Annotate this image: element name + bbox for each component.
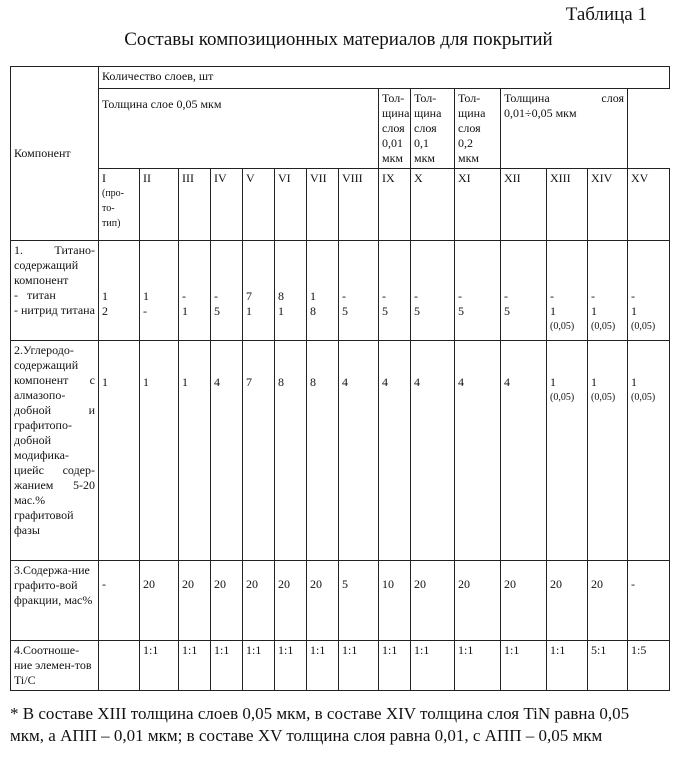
table-cell	[588, 341, 628, 561]
table-cell	[588, 241, 628, 341]
table-cell	[547, 341, 588, 561]
table-cell: 20	[307, 561, 339, 641]
titan-value: 7	[246, 289, 271, 304]
table-cell: 20	[588, 561, 628, 641]
table-cell	[379, 341, 411, 561]
column-header	[455, 169, 501, 241]
titan-value: -	[504, 289, 543, 304]
titan-value: 8	[278, 289, 303, 304]
table-cell	[211, 241, 243, 341]
table-cell	[339, 341, 379, 561]
table-cell: 1:1	[211, 641, 243, 691]
table-cell	[411, 341, 455, 561]
table-cell: 1:1	[379, 641, 411, 691]
table-cell	[140, 241, 179, 341]
carbon-note: (0,05)	[550, 390, 584, 405]
nitride-value: 5	[458, 304, 497, 319]
table-cell: 20	[211, 561, 243, 641]
carbon-value: 8	[310, 375, 335, 390]
table-cell	[547, 241, 588, 341]
table-cell	[307, 241, 339, 341]
carbon-value: 4	[382, 375, 407, 390]
carbon-value: 8	[278, 375, 303, 390]
column-number: X	[414, 171, 451, 186]
row-label-carbon: 2.Углеродо-содержащий компонент с алмазопо-добной и графитопо-добной модифика-циейс содер-жанием 5-20 мас.% графитовой фазы	[11, 341, 99, 561]
column-number: I	[102, 171, 136, 186]
table-cell	[339, 241, 379, 341]
titan-value: -	[182, 289, 207, 304]
column-header	[99, 169, 140, 241]
titan-value: -	[458, 289, 497, 304]
nitride-value: 5	[414, 304, 451, 319]
carbon-value: 1	[591, 375, 624, 390]
table-cell	[140, 341, 179, 561]
table-cell: 1:1	[140, 641, 179, 691]
table-cell: 1:5	[628, 641, 670, 691]
table-cell: 20	[243, 561, 275, 641]
table-cell: 20	[275, 561, 307, 641]
column-number: XIV	[591, 171, 624, 186]
table-cell	[501, 341, 547, 561]
composition-table	[10, 66, 670, 691]
titan-value: 1	[310, 289, 335, 304]
table-cell: 1:1	[243, 641, 275, 691]
table-cell	[99, 241, 140, 341]
column-header	[243, 169, 275, 241]
table-cell	[99, 341, 140, 561]
table-cell	[243, 341, 275, 561]
layers-count-header: Количество слоев, шт	[99, 67, 670, 89]
group-header-01: Тол-щина слоя 0,1 мкм	[411, 89, 455, 169]
table-cell	[179, 241, 211, 341]
nitride-value: 5	[382, 304, 407, 319]
column-number: IX	[382, 171, 407, 186]
table-cell: 10	[379, 561, 411, 641]
nitride-value: 5	[342, 304, 375, 319]
column-number: VII	[310, 171, 335, 186]
nitride-value: 1	[631, 304, 666, 319]
table-cell: 1:1	[547, 641, 588, 691]
row-label-graphite: 3.Содержа-ние графито-вой фракции, мас%	[11, 561, 99, 641]
table-title: Составы композиционных материалов для покрытий	[0, 29, 677, 51]
titan-value: -	[214, 289, 239, 304]
carbon-value: 7	[246, 375, 271, 390]
nitride-note: (0,05)	[550, 319, 584, 334]
column-number: VI	[278, 171, 303, 186]
table-cell	[379, 241, 411, 341]
nitride-value: 1	[246, 304, 271, 319]
row-label-titanium	[11, 241, 99, 341]
carbon-value: 1	[182, 375, 207, 390]
table-cell	[211, 341, 243, 561]
sub-label-nitride: - нитрид титана	[14, 303, 95, 318]
column-number: III	[182, 171, 207, 186]
column-header	[379, 169, 411, 241]
carbon-value: 1	[550, 375, 584, 390]
column-header	[307, 169, 339, 241]
titan-value: -	[591, 289, 624, 304]
column-header	[339, 169, 379, 241]
carbon-value: 1	[143, 375, 175, 390]
nitride-value: 1	[278, 304, 303, 319]
table-cell	[275, 241, 307, 341]
titan-value: 1	[143, 289, 175, 304]
table-cell	[243, 241, 275, 341]
carbon-value: 4	[504, 375, 543, 390]
titan-value: -	[382, 289, 407, 304]
sub-label-titan: - титан	[14, 288, 95, 303]
column-header	[501, 169, 547, 241]
column-number: VIII	[342, 171, 375, 186]
nitride-note: (0,05)	[591, 319, 624, 334]
table-cell	[455, 341, 501, 561]
component-header: Компонент	[11, 67, 99, 241]
nitride-value: -	[143, 304, 175, 319]
column-header	[588, 169, 628, 241]
prototype-note: (про-то-тип)	[102, 186, 130, 231]
nitride-value: 1	[550, 304, 584, 319]
group-header-001: Тол-щина слоя 0,01 мкм	[379, 89, 411, 169]
group-header-02: Тол-щина слоя 0,2 мкм	[455, 89, 501, 169]
table-cell: 20	[140, 561, 179, 641]
table-cell: 1:1	[411, 641, 455, 691]
table-cell: 1:1	[179, 641, 211, 691]
nitride-value: 5	[214, 304, 239, 319]
carbon-value: 4	[214, 375, 239, 390]
table-cell: 20	[455, 561, 501, 641]
table-cell	[628, 341, 670, 561]
table-cell: 1:1	[455, 641, 501, 691]
table-cell: -	[99, 561, 140, 641]
carbon-note: (0,05)	[631, 390, 666, 405]
table-cell	[99, 641, 140, 691]
table-cell: -	[628, 561, 670, 641]
column-number: XI	[458, 171, 497, 186]
carbon-note: (0,05)	[591, 390, 624, 405]
nitride-value: 5	[504, 304, 543, 319]
nitride-value: 1	[182, 304, 207, 319]
table-cell: 1:1	[275, 641, 307, 691]
table-cell: 5	[339, 561, 379, 641]
column-number: XIII	[550, 171, 584, 186]
column-header	[179, 169, 211, 241]
table-cell: 1:1	[501, 641, 547, 691]
carbon-value: 4	[458, 375, 497, 390]
nitride-note: (0,05)	[631, 319, 666, 334]
column-header	[547, 169, 588, 241]
table-cell: 20	[501, 561, 547, 641]
carbon-value: 1	[102, 375, 136, 390]
table-cell	[501, 241, 547, 341]
table-cell	[411, 241, 455, 341]
titan-value: 1	[102, 289, 136, 304]
table-cell: 5:1	[588, 641, 628, 691]
footnote: * В составе XIII толщина слоев 0,05 мкм, в составе XIV толщина слоя TiN равна 0,05 мкм, а АПП – 0,01 мкм; в составе XV толщина слоя равна 0,01, с АПП – 0,05 мкм	[10, 703, 665, 747]
nitride-value: 8	[310, 304, 335, 319]
column-number: IV	[214, 171, 239, 186]
column-header	[628, 169, 670, 241]
titan-value: -	[414, 289, 451, 304]
table-cell	[628, 241, 670, 341]
table-number: Таблица 1	[566, 4, 647, 26]
table-cell	[455, 241, 501, 341]
column-header	[211, 169, 243, 241]
table-cell	[275, 341, 307, 561]
column-number: XII	[504, 171, 543, 186]
table-cell: 20	[547, 561, 588, 641]
titan-value: -	[550, 289, 584, 304]
nitride-value: 2	[102, 304, 136, 319]
carbon-value: 1	[631, 375, 666, 390]
column-number: V	[246, 171, 271, 186]
table-cell	[179, 341, 211, 561]
group-header-005: Толщина слое 0,05 мкм	[99, 89, 379, 169]
row-label: 1. Титано-содержащий компонент	[14, 243, 95, 288]
carbon-value: 4	[342, 375, 375, 390]
table-cell: 20	[411, 561, 455, 641]
column-header	[140, 169, 179, 241]
column-header	[411, 169, 455, 241]
titan-value: -	[631, 289, 666, 304]
table-cell: 1:1	[339, 641, 379, 691]
table-cell: 1:1	[307, 641, 339, 691]
row-label-ratio: 4.Соотноше-ние элемен-тов Ti/C	[11, 641, 99, 691]
nitride-value: 1	[591, 304, 624, 319]
column-number: XV	[631, 171, 666, 186]
column-header	[275, 169, 307, 241]
titan-value: -	[342, 289, 375, 304]
table-cell: 20	[179, 561, 211, 641]
column-number: II	[143, 171, 175, 186]
group-header-001-005: Толщина слоя 0,01÷0,05 мкм	[501, 89, 628, 169]
carbon-value: 4	[414, 375, 451, 390]
table-cell	[307, 341, 339, 561]
